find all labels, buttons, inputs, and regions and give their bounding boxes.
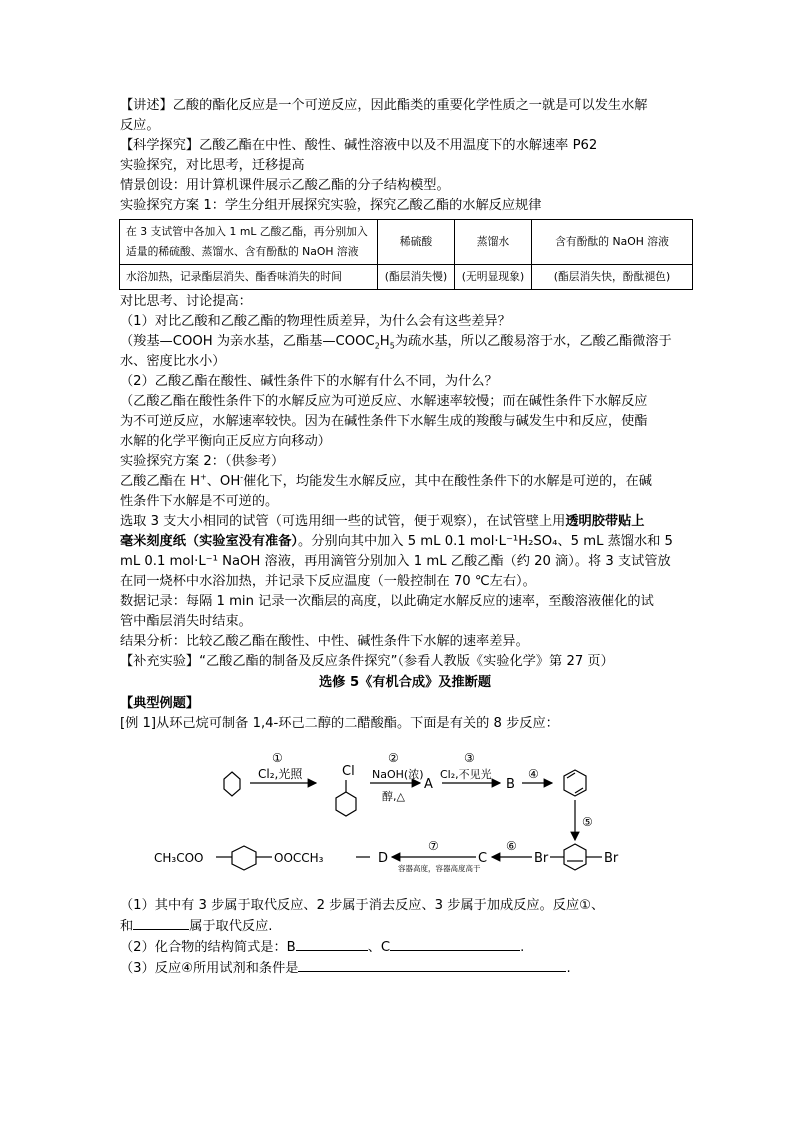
- scheme-1-line: 实验探究方案 1：学生分组开展探究实验，探究乙酸乙酯的水解反应规律: [120, 198, 542, 213]
- step-1-number: ①: [272, 751, 283, 765]
- table-cell: 蒸馏水: [455, 220, 532, 265]
- answer-blank[interactable]: [133, 916, 189, 930]
- step-2-condition: 醇,△: [382, 790, 405, 803]
- text: 乙酸乙酯在 H: [120, 474, 201, 489]
- compound-d: D: [378, 851, 389, 866]
- text: 属于取代反应.: [189, 919, 273, 934]
- answer-1-line-2: 水、密度比水小）: [120, 354, 226, 369]
- lecture-line-1: 【讲述】乙酸的酯化反应是一个可逆反应，因此酯类的重要化学性质之一就是可以发生水解: [120, 98, 648, 113]
- step-3-number: ③: [464, 751, 475, 765]
- answer-text: H: [379, 334, 390, 349]
- table-cell: 稀硫酸: [378, 220, 455, 265]
- compare-think-line: 对比思考、讨论提高：: [120, 294, 252, 309]
- question-2: （2）乙酸乙酯在酸性、碱性条件下的水解有什么不同，为什么？: [120, 374, 498, 389]
- ester-right-group: OOCCH₃: [274, 851, 324, 865]
- ester-left-group: CH₃COO: [154, 851, 204, 865]
- table-row: [120, 220, 693, 265]
- procedure-line-4: 在同一烧杯中水浴加热，并记录下反应温度（一般控制在 70 ℃左右）。: [120, 574, 536, 589]
- subquestion-1-line-1: （1）其中有 3 步属于取代反应、2 步属于消去反应、3 步属于加成反应。反应①、: [120, 898, 605, 913]
- text: .: [520, 940, 525, 955]
- text: 、OH: [206, 474, 241, 489]
- answer-blank-b[interactable]: [296, 937, 368, 951]
- answer-blank-c[interactable]: [390, 937, 520, 951]
- table-cell: 水浴加热，记录酯层消失、酯香味消失的时间: [120, 265, 378, 290]
- text: 。分别向其中加入 5 mL 0.1 mol·L⁻¹H₂SO₄、5 mL 蒸馏水和 5: [298, 534, 673, 549]
- reaction-scheme: [120, 740, 690, 890]
- result-analysis-line: 结果分析：比较乙酸乙酯在酸性、中性、碱性条件下水解的速率差异。: [120, 634, 529, 649]
- bold-text: 毫米刻度纸（实验室没有准备）: [120, 534, 299, 549]
- typical-examples-heading: 【典型例题】: [120, 696, 200, 711]
- procedure-line-1: [120, 512, 690, 532]
- step-5-number: ⑤: [582, 815, 593, 829]
- step-3-reagent: Cl₂,不见光: [440, 768, 492, 781]
- ester-ring: [232, 846, 256, 870]
- bold-text: 透明胶带贴上: [565, 514, 645, 529]
- step-2-reagent: NaOH(浓): [372, 768, 424, 781]
- superscript: -: [240, 472, 244, 482]
- cyclohexane-ring: [224, 772, 240, 796]
- table-cell: (酯层消失慢): [378, 265, 455, 290]
- step-1-reagent: Cl₂,光照: [258, 767, 303, 781]
- compound-c: C: [478, 851, 488, 866]
- table-cell: 在 3 支试管中各加入 1 mL 乙酸乙酯，再分别加入适量的稀硫酸、蒸馏水、含有酚酞的 NaOH 溶液: [120, 220, 378, 265]
- subscript: 2: [374, 341, 380, 351]
- answer-2-line-2: 为不可逆反应，水解速率较快。因为在碱性条件下水解生成的羧酸与碱发生中和反应，使酯: [120, 414, 648, 429]
- answer-blank-reagent[interactable]: [298, 958, 566, 972]
- question-1: （1）对比乙酸和乙酸乙酯的物理性质差异，为什么会有这些差异？: [120, 314, 511, 329]
- answer-text: 为疏水基，所以乙酸易溶于水，乙酸乙酯微溶于: [394, 334, 672, 349]
- table-cell: 含有酚酞的 NaOH 溶液: [532, 220, 693, 265]
- text: 催化下，均能发生水解反应，其中在酸性条件下的水解是可逆的，在碱: [243, 474, 652, 489]
- step-4-number: ④: [528, 767, 539, 781]
- data-record-line-1: 数据记录：每隔 1 min 记录一次酯层的高度，以此确定水解反应的速率，至酸溶液催化的试: [120, 594, 654, 609]
- catalysis-line-1: [120, 472, 690, 492]
- subscript: 5: [389, 341, 395, 351]
- text: （3）反应④所用试剂和条件是: [120, 961, 299, 976]
- answer-text: （羧基—COOH 为亲水基，乙酯基—COOC: [120, 334, 375, 349]
- table-cell: (酯层消失快，酚酞褪色): [532, 265, 693, 290]
- table-cell: (无明显现象): [455, 265, 532, 290]
- superscript: +: [200, 472, 207, 482]
- subquestion-1-line-2: [120, 916, 690, 937]
- text: （2）化合物的结构简式是：B: [120, 940, 296, 955]
- procedure-line-3: mL 0.1 mol·L⁻¹ NaOH 溶液，再用滴管分别加入 1 mL 乙酸乙酯（约 20 滴）。将 3 支试管放: [120, 554, 671, 569]
- catalysis-line-2: 性条件下水解是不可逆的。: [120, 494, 279, 509]
- text: 选取 3 支大小相同的试管（可选用细一些的试管，便于观察），在试管壁上用: [120, 514, 566, 529]
- scenario-line: 情景创设：用计算机课件展示乙酸乙酯的分子结构模型。: [120, 178, 450, 193]
- data-record-line-2: 管中酯层消失时结束。: [120, 614, 252, 629]
- example-1-line: [例 1]从环己烷可制备 1,4-环己二醇的二醋酸酯。下面是有关的 8 步反应：: [120, 716, 559, 731]
- bromine-right: Br: [604, 851, 619, 866]
- experiment-table: [119, 219, 693, 290]
- document-page: [120, 96, 690, 979]
- scheme-2-line: 实验探究方案 2：（供参考）: [120, 454, 285, 469]
- compound-b: B: [506, 777, 515, 792]
- answer-2-line-3: 水解的化学平衡向正反应方向移动）: [120, 434, 331, 449]
- lecture-line-2: 反应。: [120, 118, 160, 133]
- science-explore-line: 【科学探究】乙酸乙酯在中性、酸性、碱性溶液中以及不用温度下的水解速率 P62: [120, 138, 598, 153]
- experiment-intro-line: 实验探究，对比思考，迁移提高: [120, 158, 305, 173]
- text: 和: [120, 919, 134, 934]
- step-7-condition: 容器高度，容器高度高于: [398, 864, 481, 873]
- answer-2-line-1: （乙酸乙酯在酸性条件下的水解反应为可逆反应、水解速率较慢；而在碱性条件下水解反应: [120, 394, 648, 409]
- table-row: [120, 265, 693, 290]
- subquestion-3: [120, 958, 690, 979]
- compound-a: A: [424, 777, 433, 792]
- procedure-line-2: [120, 532, 690, 552]
- dibromo-ring: [564, 844, 586, 870]
- answer-1-line-1: [120, 332, 690, 352]
- step-6-number: ⑥: [506, 839, 517, 853]
- supplementary-experiment-line: 【补充实验】“乙酸乙酯的制备及反应条件探究”（参看人教版《实验化学》第 27 页）: [120, 654, 614, 669]
- step-7-number: ⑦: [428, 839, 439, 853]
- cyclohexadiene-ring: [564, 770, 586, 796]
- step-2-number: ②: [388, 751, 399, 765]
- chlorine-label: Cl: [342, 764, 355, 779]
- subquestion-2: [120, 937, 690, 958]
- reaction-scheme-svg: [120, 740, 690, 890]
- chlorocyclohexane-ring: [336, 792, 356, 816]
- bromine-left: Br: [534, 851, 549, 866]
- section-title: 选修 5《有机合成》及推断题: [318, 675, 492, 690]
- text: .: [566, 961, 571, 976]
- text: 、C: [367, 940, 391, 955]
